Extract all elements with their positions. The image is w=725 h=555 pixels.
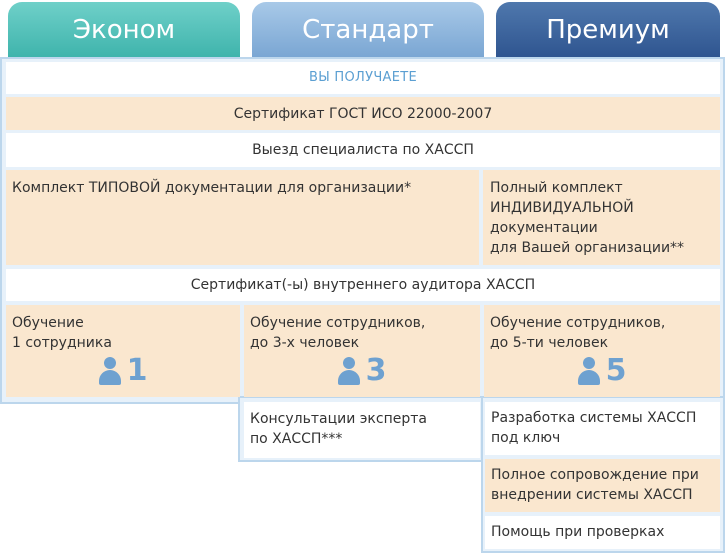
tab-econom-label: Эконом (72, 14, 176, 45)
individual-docs-line-1: Полный комплект (490, 180, 623, 196)
tab-premium[interactable] (496, 2, 720, 57)
training-standard (244, 305, 480, 397)
training-premium (484, 305, 720, 397)
premium-turnkey (485, 402, 720, 455)
training-econom-line-2: 1 сотрудника (12, 335, 112, 351)
training-premium-count: 5 (605, 353, 627, 388)
premium-support-line-2: внедрении системы ХАССП (491, 487, 693, 503)
training-econom-count: 1 (126, 353, 148, 388)
training-standard-count-group (244, 353, 480, 388)
tab-premium-label: Премиум (546, 14, 670, 45)
premium-inspection-help-line-1: Помощь при проверках (491, 524, 665, 540)
row-certificate: Сертификат ГОСТ ИСО 22000-2007 (6, 97, 720, 130)
tab-standard-label: Стандарт (302, 14, 434, 45)
individual-docs-line-4: для Вашей организации** (490, 240, 685, 256)
premium-support (485, 459, 720, 512)
training-standard-count: 3 (365, 353, 387, 388)
training-econom-line-1: Обучение (12, 315, 84, 331)
premium-support-line-1: Полное сопровождение при (491, 467, 699, 483)
person-icon (578, 357, 600, 385)
person-icon (99, 357, 121, 385)
training-econom (6, 305, 240, 397)
tab-standard[interactable] (252, 2, 484, 57)
premium-turnkey-line-2: под ключ (491, 430, 561, 446)
training-econom-count-group (6, 353, 240, 388)
standard-consultation-line-1: Консультации эксперта (250, 411, 427, 427)
section-header: ВЫ ПОЛУЧАЕТЕ (6, 62, 720, 94)
row-individual-docs (483, 170, 720, 265)
row-typical-docs: Комплект ТИПОВОЙ документации для организации* (6, 170, 479, 265)
training-premium-line-1: Обучение сотрудников, (490, 315, 666, 331)
standard-consultation-line-2: по ХАССП*** (250, 431, 343, 447)
training-premium-line-2: до 5-ти человек (490, 335, 609, 351)
standard-consultation (244, 402, 480, 458)
person-icon (338, 357, 360, 385)
tab-econom[interactable] (8, 2, 240, 57)
individual-docs-line-2: ИНДИВИДУАЛЬНОЙ (490, 200, 634, 216)
premium-turnkey-line-1: Разработка системы ХАССП (491, 410, 697, 426)
premium-inspection-help (485, 516, 720, 549)
individual-docs-line-3: документации (490, 220, 598, 236)
row-auditor-cert: Сертификат(-ы) внутреннего аудитора ХАССП (6, 269, 720, 301)
row-specialist-visit: Выезд специалиста по ХАССП (6, 133, 720, 167)
training-premium-count-group (484, 353, 720, 388)
training-standard-line-1: Обучение сотрудников, (250, 315, 426, 331)
training-standard-line-2: до 3-х человек (250, 335, 360, 351)
